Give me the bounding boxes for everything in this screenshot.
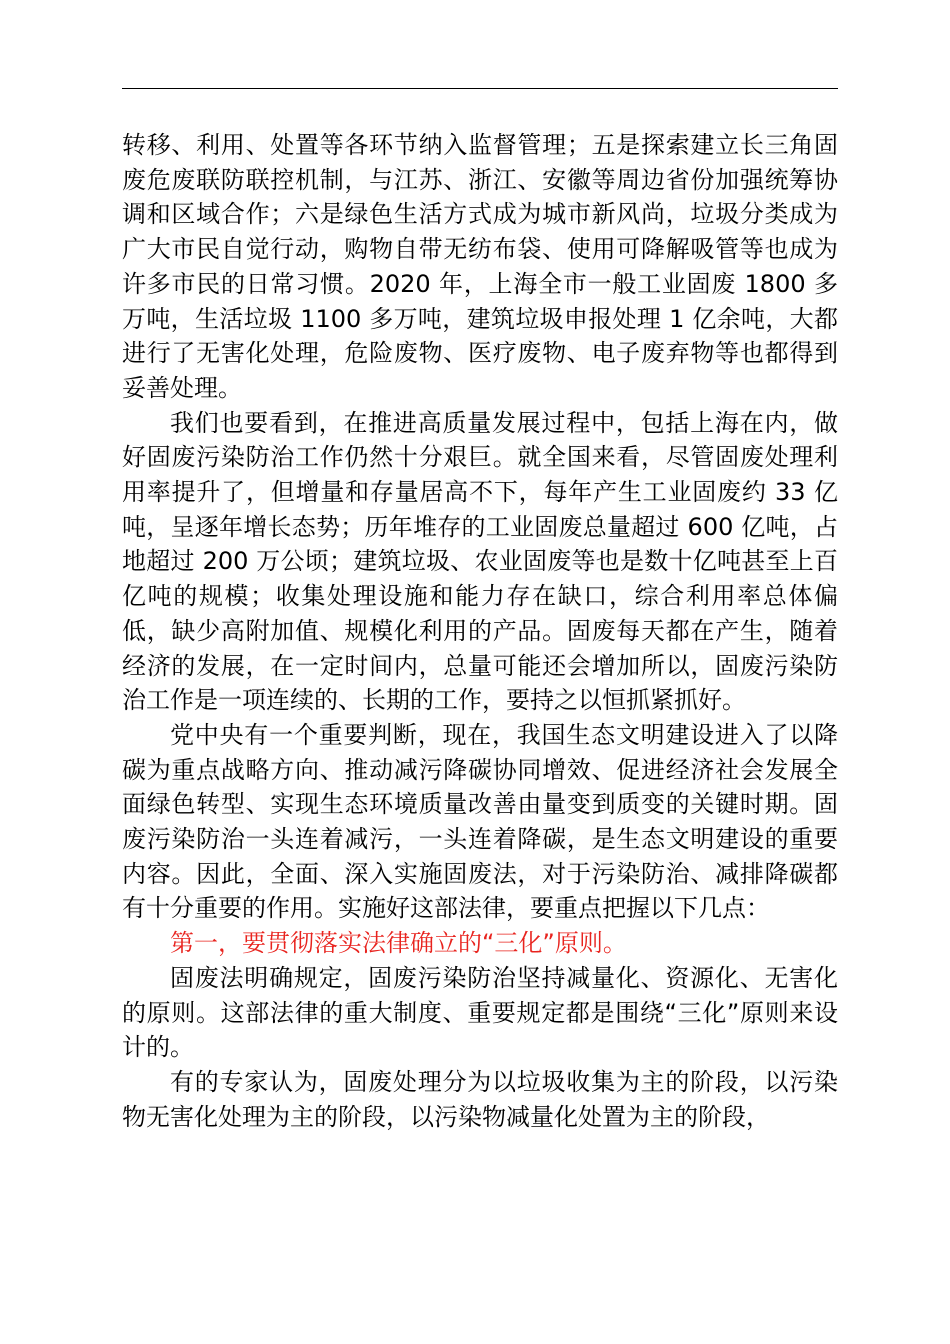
header-rule	[122, 88, 838, 89]
document-body	[122, 128, 838, 1134]
paragraph-continued: 转移、利用、处置等各环节纳入监督管理；五是探索建立长三角固废危废联防联控机制，与江苏、浙江、安徽等周边省份加强统筹协调和区域合作；六是绿色生活方式成为城市新风尚，垃圾分类成为广大市民自觉行动，购物自带无纺布袋、使用可降解吸管等也成为许多市民的日常习惯。2020 年，上海全市一般工业固废 1800 多万吨，生活垃圾 1100 多万吨，建筑垃圾申报处理 1 亿余吨，大都进行了无害化处理，危险废物、医疗废物、电子废弃物等也都得到妥善处理。	[122, 131, 838, 402]
paragraph-central-judgment: 党中央有一个重要判断，现在，我国生态文明建设进入了以降碳为重点战略方向、推动减污降碳协同增效、促进经济社会发展全面绿色转型、实现生态环境质量改善由量变到质变的关键时期。固废污染防治一头连着减污，一头连着降碳，是生态文明建设的重要内容。因此，全面、深入实施固废法，对于污染防治、减排降碳都有十分重要的作用。实施好这部法律，要重点把握以下几点：	[122, 720, 838, 923]
section-heading-first-point: 第一，要贯彻落实法律确立的“三化”原则。	[170, 929, 627, 958]
paragraph-challenges: 我们也要看到，在推进高质量发展过程中，包括上海在内，做好固废污染防治工作仍然十分艰巨。就全国来看，尽管固废处理利用率提升了，但增量和存量居高不下，每年产生工业固废约 33 亿吨，呈逐年增长态势；历年堆存的工业固废总量超过 600 亿吨，占地超过 200 万公顷；建筑垃圾、农业固废等也是数十亿吨甚至上百亿吨的规模；收集处理设施和能力存在缺口，综合利用率总体偏低，缺少高附加值、规模化利用的产品。固废每天都在产生，随着经济的发展，在一定时间内，总量可能还会增加所以，固废污染防治工作是一项连续的、长期的工作，要持之以恒抓紧抓好。	[122, 408, 838, 715]
paragraph-three-principles: 固废法明确规定，固废污染防治坚持减量化、资源化、无害化的原则。这部法律的重大制度、重要规定都是围绕“三化”原则来设计的。	[122, 963, 838, 1062]
paragraph-expert-view: 有的专家认为，固废处理分为以垃圾收集为主的阶段，以污染物无害化处理为主的阶段，以污染物减量化处置为主的阶段，	[122, 1067, 838, 1131]
